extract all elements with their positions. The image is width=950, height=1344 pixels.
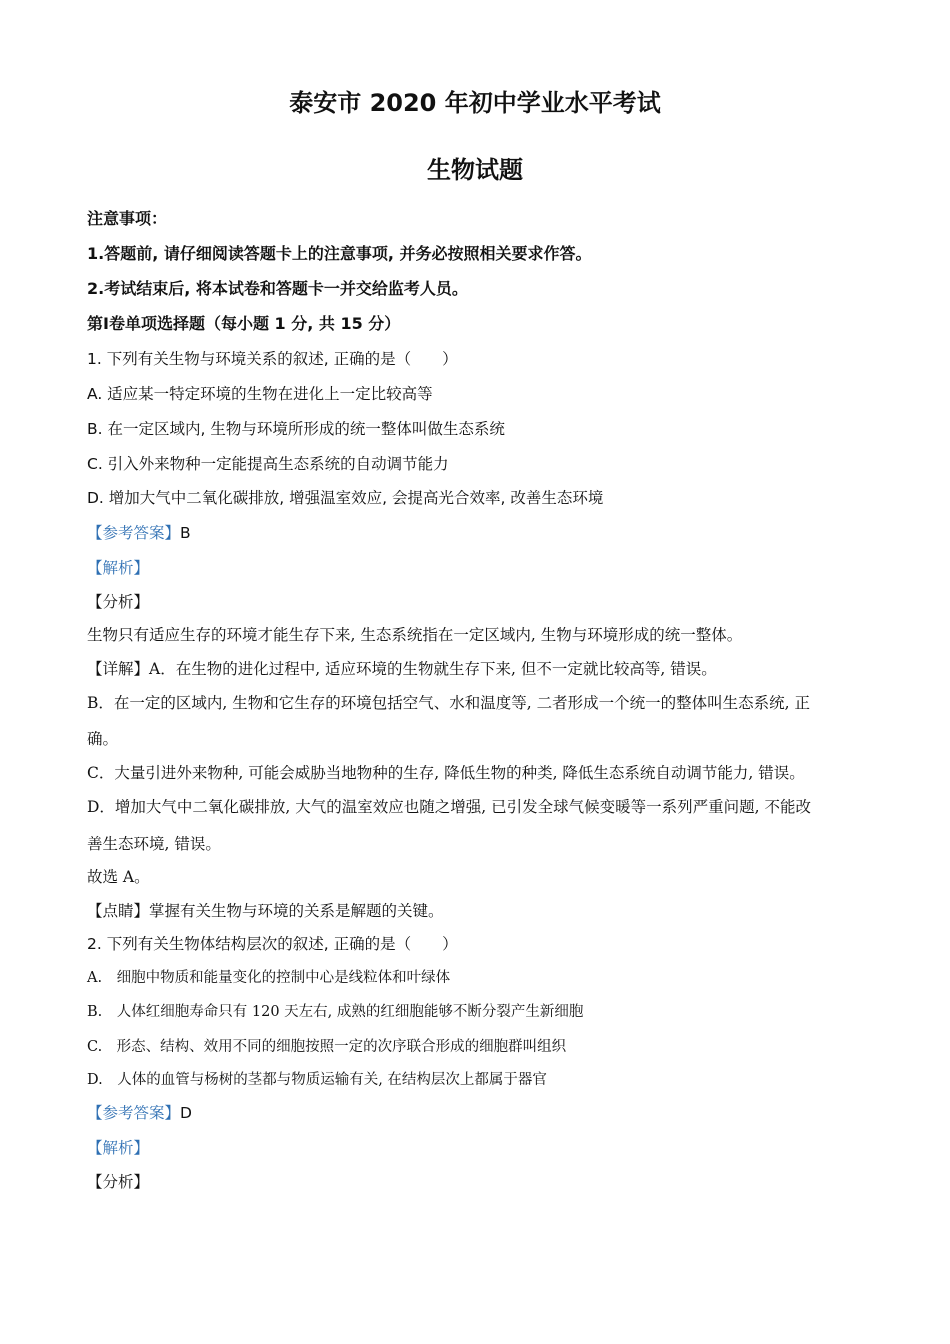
q1-option-d: D. 增加大气中二氧化碳排放, 增强温室效应, 会提高光合效率, 改善生态环境 bbox=[87, 489, 604, 507]
q1-answer-label: 【参考答案】 bbox=[87, 524, 181, 542]
q1-detail-d-line2: 善生态环境, 错误。 bbox=[87, 835, 221, 853]
q2-answer-label: 【参考答案】 bbox=[87, 1104, 181, 1122]
notice-item-1: 1.答题前, 请仔细阅读答题卡上的注意事项, 并务必按照相关要求作答。 bbox=[87, 244, 592, 263]
q1-stem: 1. 下列有关生物与环境关系的叙述, 正确的是（ ） bbox=[87, 350, 458, 368]
page-title: 泰安市 2020 年初中学业水平考试 bbox=[289, 89, 661, 117]
q1-detail-b-line1: B．在一定的区域内, 生物和它生存的环境包括空气、水和温度等, 二者形成一个统一的整体叫生态系统, 正 bbox=[87, 694, 810, 712]
q1-fenxi-label: 【分析】 bbox=[87, 593, 150, 611]
q2-option-b: B. 人体红细胞寿命只有 120 天左右, 成熟的红细胞能够不断分裂产生新细胞 bbox=[87, 1004, 584, 1020]
q1-detail-b-line2: 确。 bbox=[87, 730, 119, 748]
q2-fenxi-label: 【分析】 bbox=[87, 1173, 150, 1191]
q1-choice: 故选 A。 bbox=[87, 868, 150, 886]
q1-option-b: B. 在一定区域内, 生物与环境所形成的统一整体叫做生态系统 bbox=[87, 420, 505, 438]
q1-detail-c: C．大量引进外来物种, 可能会威胁当地物种的生存, 降低生物的种类, 降低生态系统自动调节能力, 错误。 bbox=[87, 764, 805, 782]
q1-fenxi-text: 生物只有适应生存的环境才能生存下来, 生态系统指在一定区域内, 生物与环境形成的统一整体。 bbox=[87, 626, 743, 644]
q2-stem: 2. 下列有关生物体结构层次的叙述, 正确的是（ ） bbox=[87, 935, 458, 953]
q1-detail-a: 【详解】A．在生物的进化过程中, 适应环境的生物就生存下来, 但不一定就比较高等, 错误。 bbox=[87, 660, 717, 678]
q2-option-c: C. 形态、结构、效用不同的细胞按照一定的次序联合形成的细胞群叫组织 bbox=[87, 1039, 567, 1055]
page-subtitle: 生物试题 bbox=[427, 156, 523, 184]
q2-option-a: A. 细胞中物质和能量变化的控制中心是线粒体和叶绿体 bbox=[87, 970, 451, 986]
notice-item-2: 2.考试结束后, 将本试卷和答题卡一并交给监考人员。 bbox=[87, 279, 468, 298]
q1-analysis-label: 【解析】 bbox=[87, 559, 150, 577]
q1-answer-value: B bbox=[180, 524, 191, 542]
q2-answer-value: D bbox=[180, 1104, 192, 1122]
q1-detail-d-line1: D．增加大气中二氧化碳排放, 大气的温室效应也随之增强, 已引发全球气候变暖等一系列严重问题, 不能改 bbox=[87, 798, 811, 816]
notice-heading: 注意事项： bbox=[87, 209, 168, 228]
q1-dianjing: 【点睛】掌握有关生物与环境的关系是解题的关键。 bbox=[87, 902, 444, 920]
q1-option-c: C. 引入外来物种一定能提高生态系统的自动调节能力 bbox=[87, 455, 449, 473]
section-heading: 第Ⅰ卷单项选择题（每小题 1 分, 共 15 分） bbox=[87, 314, 401, 333]
q2-option-d: D. 人体的血管与杨树的茎都与物质运输有关, 在结构层次上都属于器官 bbox=[87, 1072, 547, 1088]
q2-answer-row bbox=[87, 1102, 870, 1124]
q1-option-a: A. 适应某一特定环境的生物在进化上一定比较高等 bbox=[87, 385, 433, 403]
q1-answer-row bbox=[87, 522, 870, 544]
q2-analysis-label: 【解析】 bbox=[87, 1139, 150, 1157]
